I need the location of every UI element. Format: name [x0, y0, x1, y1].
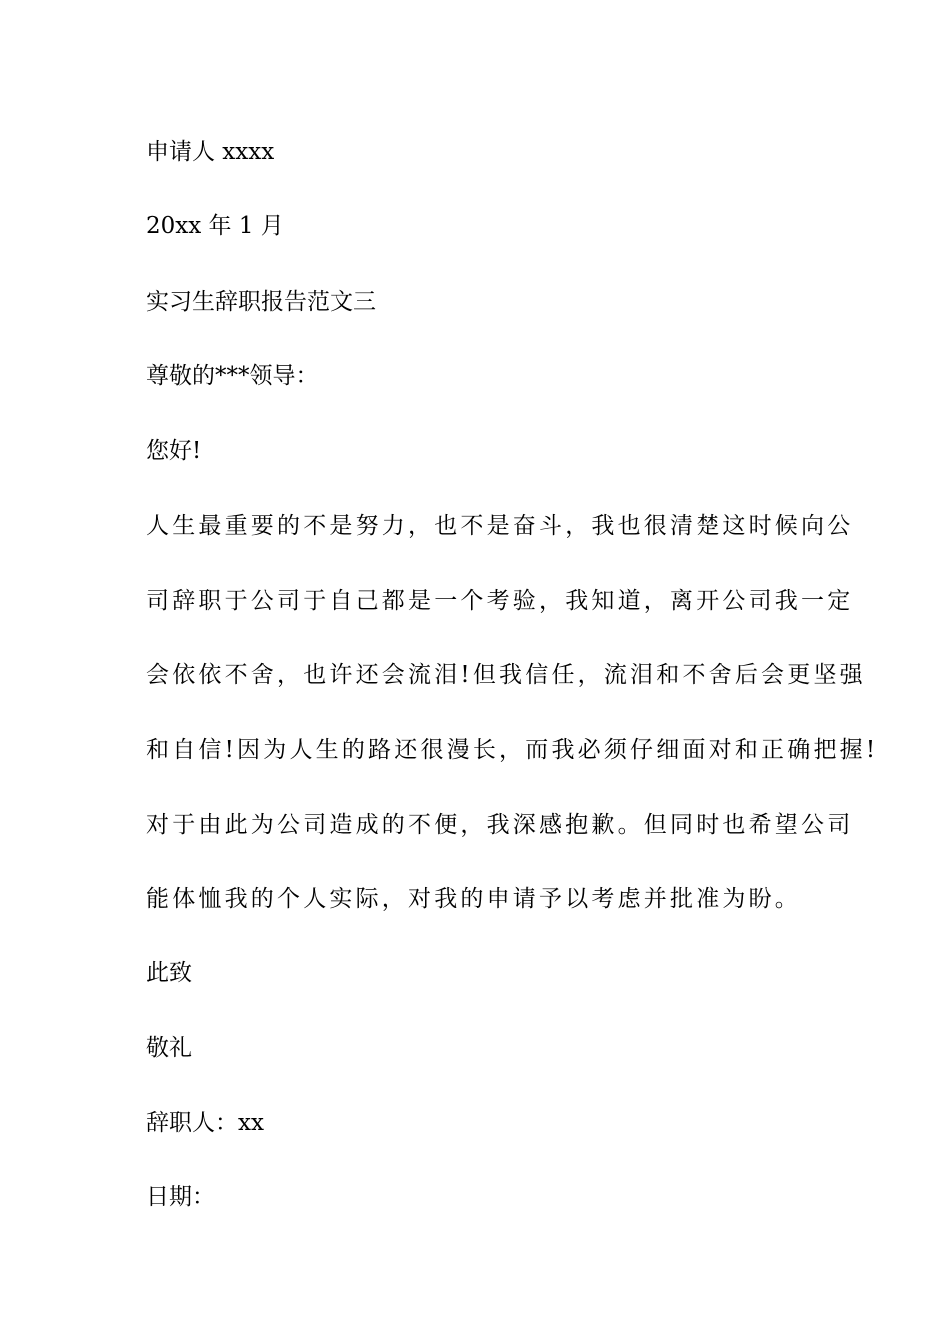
signer-line: 辞职人：xx — [146, 1110, 264, 1136]
closing-salute: 敬礼 — [146, 1035, 192, 1061]
section-title: 实习生辞职报告范文三 — [146, 289, 376, 315]
applicant-line: 申请人 xxxx — [146, 139, 275, 165]
greeting: 您好! — [146, 438, 202, 464]
date-label: 日期： — [146, 1184, 215, 1210]
body-line-5: 对于由此为公司造成的不便，我深感抱歉。但同时也希望公司 — [146, 812, 854, 838]
date-line: 20xx 年 1 月 — [146, 213, 284, 239]
body-line-2: 司辞职于公司于自己都是一个考验，我知道，离开公司我一定 — [146, 588, 854, 614]
body-line-3: 会依依不舍，也许还会流泪!但我信任，流泪和不舍后会更坚强 — [146, 662, 866, 688]
body-line-1: 人生最重要的不是努力，也不是奋斗，我也很清楚这时候向公 — [146, 513, 854, 539]
closing-this: 此致 — [146, 960, 192, 986]
salutation: 尊敬的***领导： — [146, 363, 319, 389]
body-line-6: 能体恤我的个人实际，对我的申请予以考虑并批准为盼。 — [146, 886, 801, 912]
body-line-4: 和自信!因为人生的路还很漫长，而我必须仔细面对和正确把握! — [146, 737, 879, 763]
